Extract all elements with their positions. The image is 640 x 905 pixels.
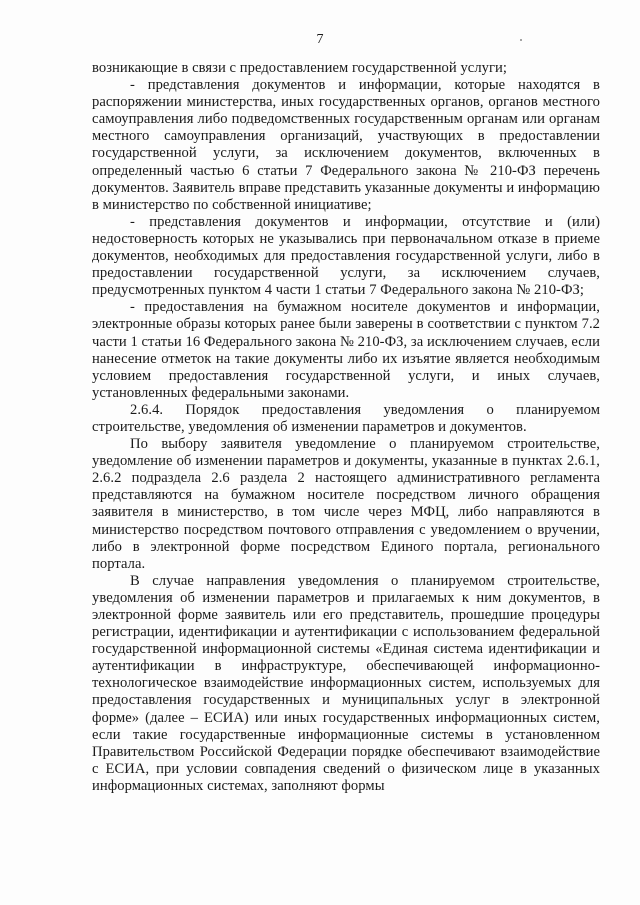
section-heading-2-6-4: 2.6.4. Порядок предоставления уведомления о планируемом строительстве, уведомления об изменении параметров и документов. (92, 401, 600, 435)
document-body (92, 60, 600, 795)
paragraph-list-item: - представления документов и информации, которые находятся в распоряжении министерства, иных государственных органов, органов местного самоуправления либо подведомственных государственным органам или органам местного самоуправления организаций, участвующих в предоставлении государственной услуги, за исключением документов, включенных в определенный частью 6 статьи 7 Федерального закона № 210-ФЗ перечень документов. Заявитель вправе представить указанные документы и информацию в министерство по собственной инициативе; (92, 77, 600, 213)
page-number: 7 (316, 32, 324, 47)
paragraph: В случае направления уведомления о планируемом строительстве, уведомления об изменении параметров и прилагаемых к ним документов, в электронной форме заявитель или его представитель, прошедшие процедуры регистрации, идентификации и аутентификации с использованием федеральной государственной информационной системы «Единая система идентификации и аутентификации в инфраструктуре, обеспечивающей информационно-технологическое взаимодействие информационных систем, используемых для предоставления государственных и муниципальных услуг в электронной форме» (далее – ЕСИА) или иных государственных информационных систем, если такие государственные информационные системы в установленном Правительством Российской Федерации порядке обеспечивают взаимодействие с ЕСИА, при условии совпадения сведений о физическом лице в указанных информационных системах, заполняют формы (92, 572, 600, 794)
paragraph: По выбору заявителя уведомление о планируемом строительстве, уведомление об изменении параметров и документы, указанные в пунктах 2.6.1, 2.6.2 подраздела 2.6 раздела 2 настоящего административного регламента представляются на бумажном носителе посредством личного обращения заявителя в министерство, в том числе через МФЦ, либо направляются в министерство посредством почтового отправления с уведомлением о вручении, либо в электронной форме посредством Единого портала, регионального портала. (92, 436, 600, 572)
scan-speck (520, 39, 522, 41)
paragraph-list-item: - представления документов и информации, отсутствие и (или) недостоверность которых не указывались при первоначальном отказе в приеме документов, необходимых для предоставления государственной услуги, либо в предоставлении государственной услуги, за исключением случаев, предусмотренных пунктом 4 части 1 статьи 7 Федерального закона № 210-ФЗ; (92, 213, 600, 299)
paragraph-continuation: возникающие в связи с предоставлением государственной услуги; (92, 60, 508, 76)
paragraph-list-item: - предоставления на бумажном носителе документов и информации, электронные образы которых ранее были заверены в соответствии с пунктом 7.2 части 1 статьи 16 Федерального закона № 210-ФЗ, за исключением случаев, если нанесение отметок на такие документы либо их изъятие является необходимым условием предоставления государственной услуги, и иных случаев, установленных федеральными законами. (92, 299, 600, 401)
